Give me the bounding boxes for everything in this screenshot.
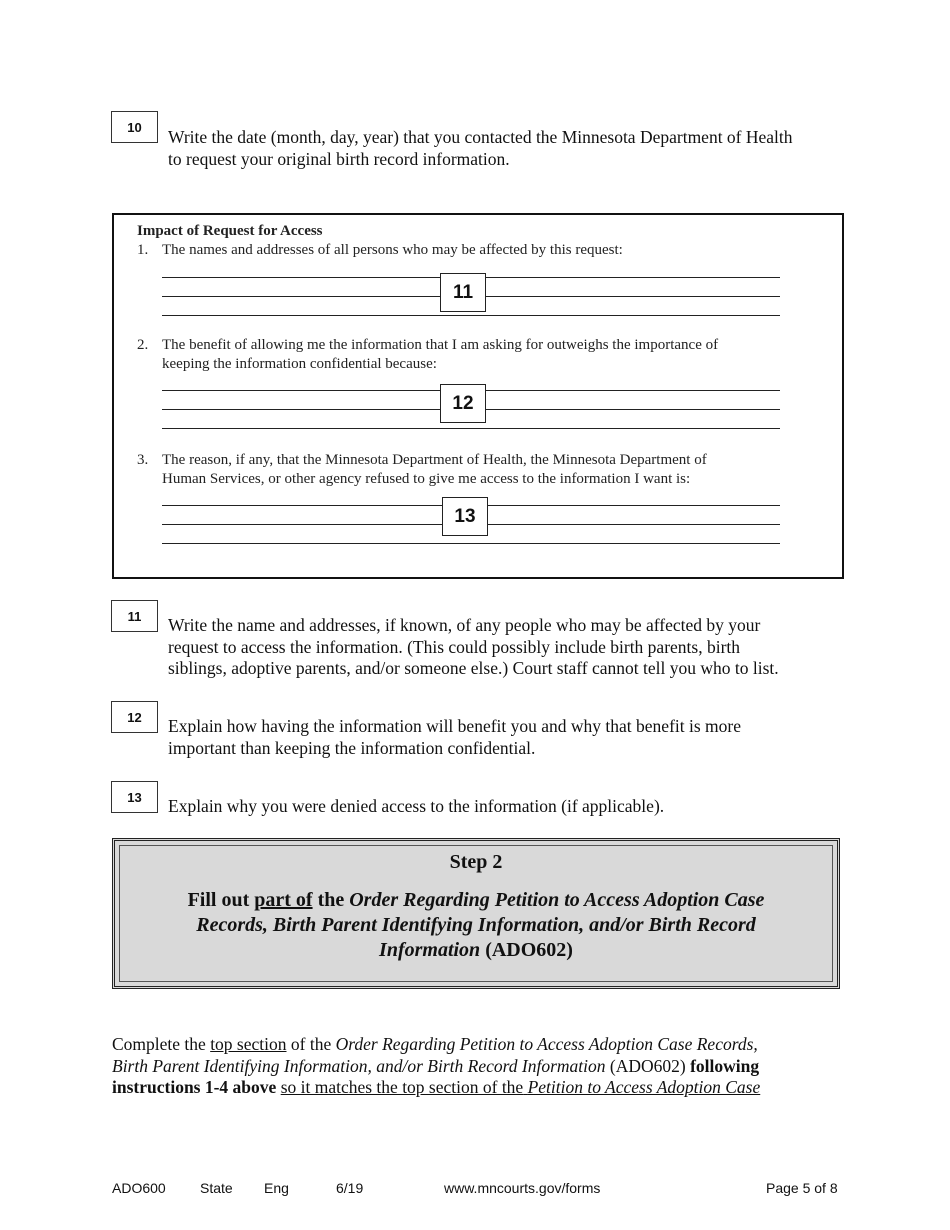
panel-item-2-num: 2. xyxy=(137,337,149,353)
footer-state: State xyxy=(200,1180,233,1196)
panel-item-3-num: 3. xyxy=(137,452,149,468)
footer-url[interactable]: www.mncourts.gov/forms xyxy=(444,1180,601,1196)
instruction-11-text: Write the name and addresses, if known, of any people who may be affected by your request to access the information. (This could possibly include birth parents, birth siblings, adoptive parents, and/or someone else.) Court staff cannot tell you who to list. xyxy=(168,615,779,678)
panel-heading: Impact of Request for Access xyxy=(137,223,323,239)
step-title: Step 2 xyxy=(449,851,503,873)
instruction-number-box: 12 xyxy=(111,701,158,733)
impact-example-panel xyxy=(112,213,844,579)
answer-line xyxy=(162,428,780,429)
footer-date: 6/19 xyxy=(336,1180,364,1196)
complete-paragraph: Complete the top section of the Order Regarding Petition to Access Adoption Case Records, Birth Parent Identifying Information, and/or Birth Record Information (ADO602) following instructions 1-4 above so it matches the top section of the Petition to Access Adoption Case xyxy=(112,1034,761,1097)
panel-item-3-text: The reason, if any, that the Minnesota Department of Health, the Minnesota Department of Human Services, or other agency refused to give me access to the information I want is: xyxy=(162,452,707,487)
instruction-10-text: Write the date (month, day, year) that you contacted the Minnesota Department of Health to request your original birth record information. xyxy=(168,127,793,169)
footer-language: Eng xyxy=(264,1180,289,1196)
panel-number-box-12: 12 xyxy=(440,384,486,423)
panel-number-box-13: 13 xyxy=(442,497,488,536)
instruction-number-box: 10 xyxy=(111,111,158,143)
instruction-number-box: 13 xyxy=(111,781,158,813)
answer-line xyxy=(162,543,780,544)
panel-item-1-num: 1. xyxy=(137,242,149,258)
footer-form-code: ADO600 xyxy=(112,1180,166,1196)
footer-page-number: Page 5 of 8 xyxy=(766,1180,838,1196)
answer-line xyxy=(162,315,780,316)
instruction-13-text: Explain why you were denied access to the information (if applicable). xyxy=(168,796,665,816)
panel-number-box-11: 11 xyxy=(440,273,486,312)
instruction-number-box: 11 xyxy=(111,600,158,632)
instruction-12-text: Explain how having the information will benefit you and why that benefit is more important than keeping the information confidential. xyxy=(168,716,741,758)
step-description: Fill out part of the Order Regarding Petition to Access Adoption Case Records, Birth Parent Identifying Information, and/or Birth Record Information (ADO602) xyxy=(187,889,765,961)
step-2-box xyxy=(112,838,840,989)
panel-item-1-text: The names and addresses of all persons who may be affected by this request: xyxy=(162,242,623,258)
panel-item-2-text: The benefit of allowing me the information that I am asking for outweighs the importance of keeping the information confidential because: xyxy=(162,337,719,372)
